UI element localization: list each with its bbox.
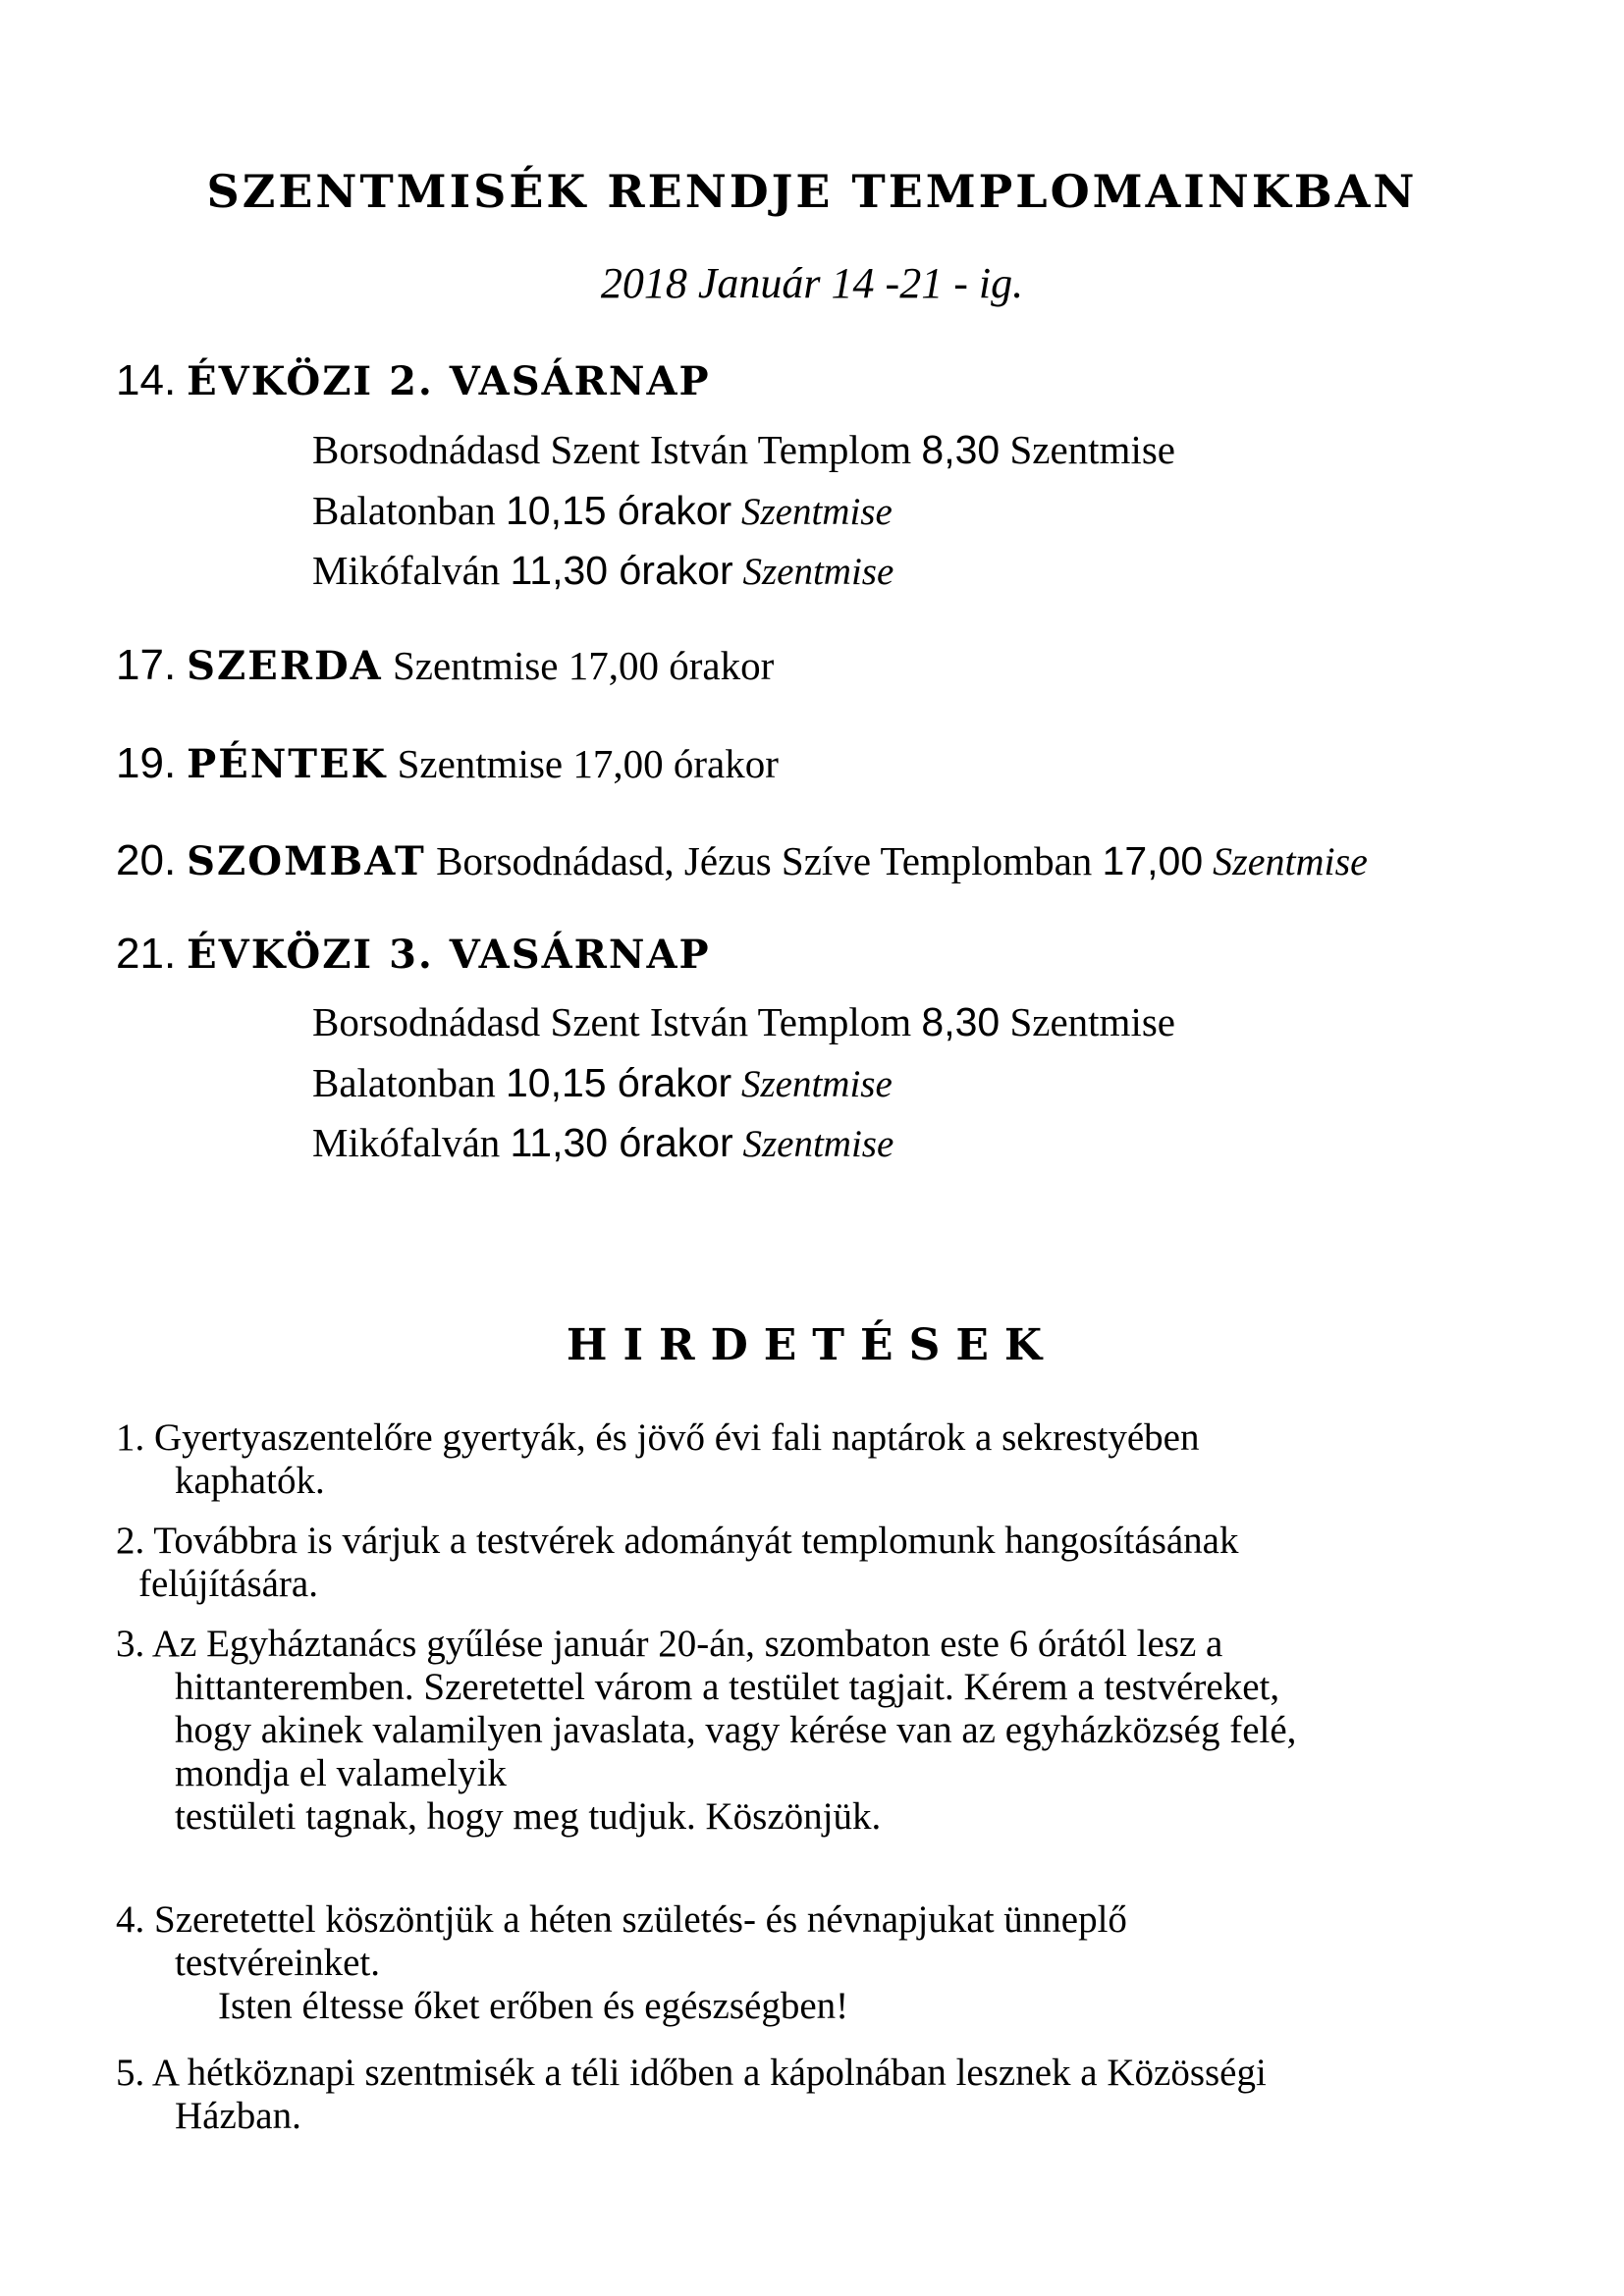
mass-entry [312,1059,893,1106]
mass-time: 8,30 [921,427,1001,472]
announcement-item-3 [116,1623,1296,1839]
announcement-item-4 [116,1898,1127,2028]
mass-label: Szentmise [732,1123,894,1165]
day-number: 17. [116,641,177,689]
day-details: Szentmise 17,00 órakor [382,643,775,688]
schedule-day-19 [116,738,779,788]
date-range-subtitle: 2018 Január 14 -21 - ig. [600,259,1024,307]
day-number: 19. [116,739,177,787]
mass-place: Borsodnádasd Szent István Templom [312,427,922,472]
day-number: 21. [116,930,177,978]
announcement-item-2 [116,1520,1239,1606]
mass-label: Szentmise [731,1063,893,1105]
mass-place: Balatonban [312,488,506,533]
mass-entry [312,1119,893,1166]
announcement-line: 5. A hétköznapi szentmisék a téli időben a kápolnában lesznek a Közösségi [116,2052,1267,2094]
day-name: SZOMBAT [187,838,426,884]
announcement-line: 4. Szeretettel köszöntjük a héten születés- és névnapjukat ünneplő [116,1898,1127,1941]
announcements-heading: HIRDETÉSEK [566,1320,1058,1370]
mass-place: Mikófalván [312,548,511,593]
announcement-item-5 [116,2052,1267,2138]
mass-time: 11,30 órakor [510,548,733,593]
mass-place: Mikófalván [312,1120,511,1165]
schedule-day-20 [116,835,1368,885]
schedule-day-14 [116,355,711,405]
announcement-line: testületi tagnak, hogy meg tudjuk. Köszönjük. [175,1795,882,1838]
day-name: PÉNTEK [187,741,388,787]
announcement-item-1 [116,1416,1199,1503]
mass-place: Balatonban [312,1060,506,1105]
page-title: SZENTMISÉK RENDJE TEMPLOMAINKBAN [206,165,1418,218]
mass-time: 11,30 órakor [510,1120,733,1165]
announcement-line: hittanteremben. Szeretettel várom a testület tagjait. Kérem a testvéreket, [175,1666,1280,1708]
announcement-line: 1. Gyertyaszentelőre gyertyák, és jövő évi fali naptárok a sekrestyében [116,1416,1200,1459]
announcement-line: Isten éltesse őket erőben és egészségben! [218,1985,849,2027]
mass-time: 10,15 órakor [505,1060,732,1105]
mass-label: Szentmise [732,551,894,593]
day-name: ÉVKÖZI 2. VASÁRNAP [187,358,711,404]
announcement-line: mondja el valamelyik [175,1752,507,1794]
announcement-line: 3. Az Egyháztanács gyűlése január 20-án, szombaton este 6 órától lesz a [116,1623,1223,1665]
announcement-line: kaphatók. [175,1460,325,1502]
announcement-line: Házban. [175,2095,301,2137]
mass-place: Borsodnádasd Szent István Templom [312,999,922,1044]
announcement-line: felújítására. [138,1563,318,1605]
schedule-day-21 [116,929,711,979]
mass-entry [312,547,893,594]
mass-entry [312,487,893,534]
mass-time: 8,30 [921,999,1001,1044]
mass-label: Szentmise [1000,999,1175,1044]
day-details: Szentmise 17,00 órakor [387,741,779,786]
mass-time: 17,00 [1102,838,1204,883]
day-number: 14. [116,356,177,404]
mass-label: Szentmise [1000,427,1175,472]
schedule-day-17 [116,640,774,690]
day-name: SZERDA [187,643,383,689]
mass-time: 10,15 órakor [505,488,732,533]
mass-entry [312,998,1175,1045]
mass-label: Szentmise [731,491,893,533]
day-name: ÉVKÖZI 3. VASÁRNAP [187,932,711,978]
announcement-line: 2. Továbbra is várjuk a testvérek adományát templomunk hangosításának [116,1520,1239,1562]
day-details: Borsodnádasd, Jézus Szíve Templomban [425,838,1103,883]
announcement-line: hogy akinek valamilyen javaslata, vagy kérése van az egyházközség felé, [175,1709,1297,1751]
announcement-line: testvéreinket. [175,1942,380,1984]
day-number: 20. [116,836,177,884]
mass-entry [312,426,1175,473]
mass-label: Szentmise [1203,839,1368,883]
